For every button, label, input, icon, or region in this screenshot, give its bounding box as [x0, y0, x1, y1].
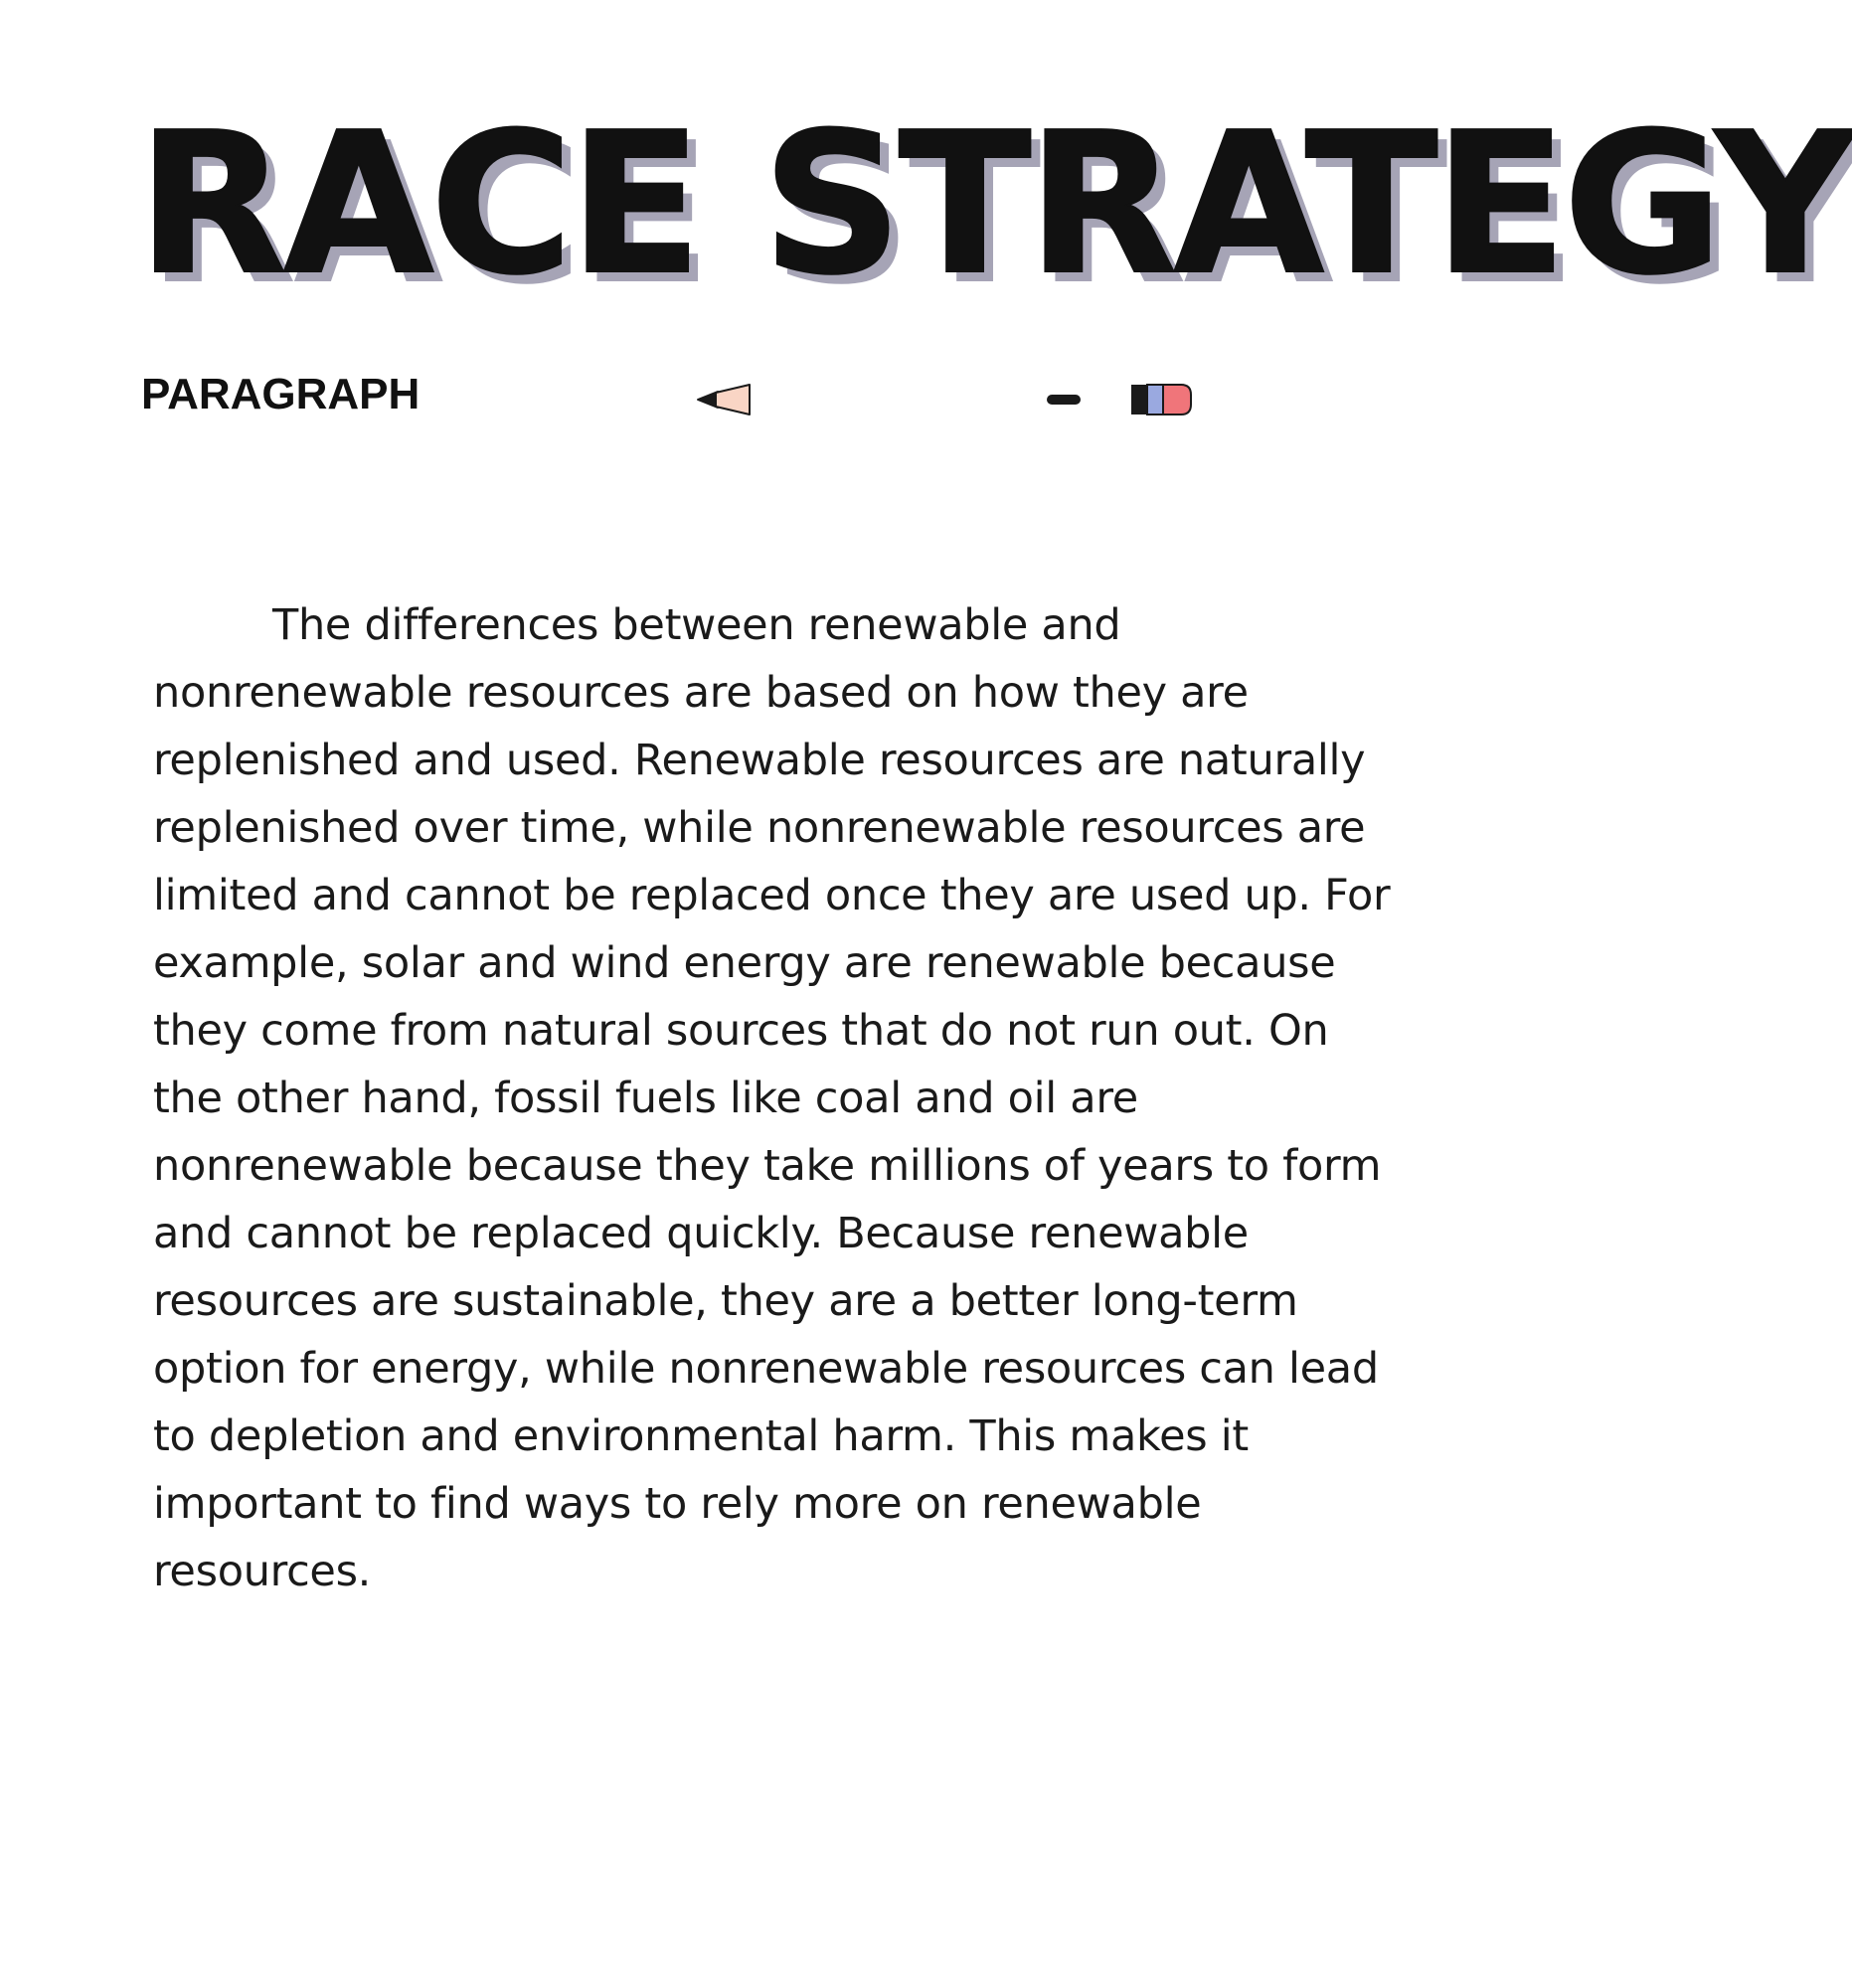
body-paragraph: The differences between renewable and nonrenewable resources are based on how they are replenished and used. Renewable resources are naturally replenished over time, while nonrenewable resources are limited and cannot be replaced once they are used up. For example, solar and wind energy are renewable because they come from natural sources that do not run out. On the other hand, fossil fuels like coal and oil are nonrenewable because they take millions of years to form and cannot be replaced quickly. Because renewable resources are sustainable, they are a better long-term option for energy, while nonrenewable resources can lead to depletion and environmental harm. This makes it important to find ways to rely more on renewable resources.	[153, 600, 1391, 1596]
section-label: PARAGRAPH	[141, 370, 421, 418]
page-title: RACE STRATEGY	[137, 91, 1852, 318]
pencil-icon	[696, 378, 1193, 421]
